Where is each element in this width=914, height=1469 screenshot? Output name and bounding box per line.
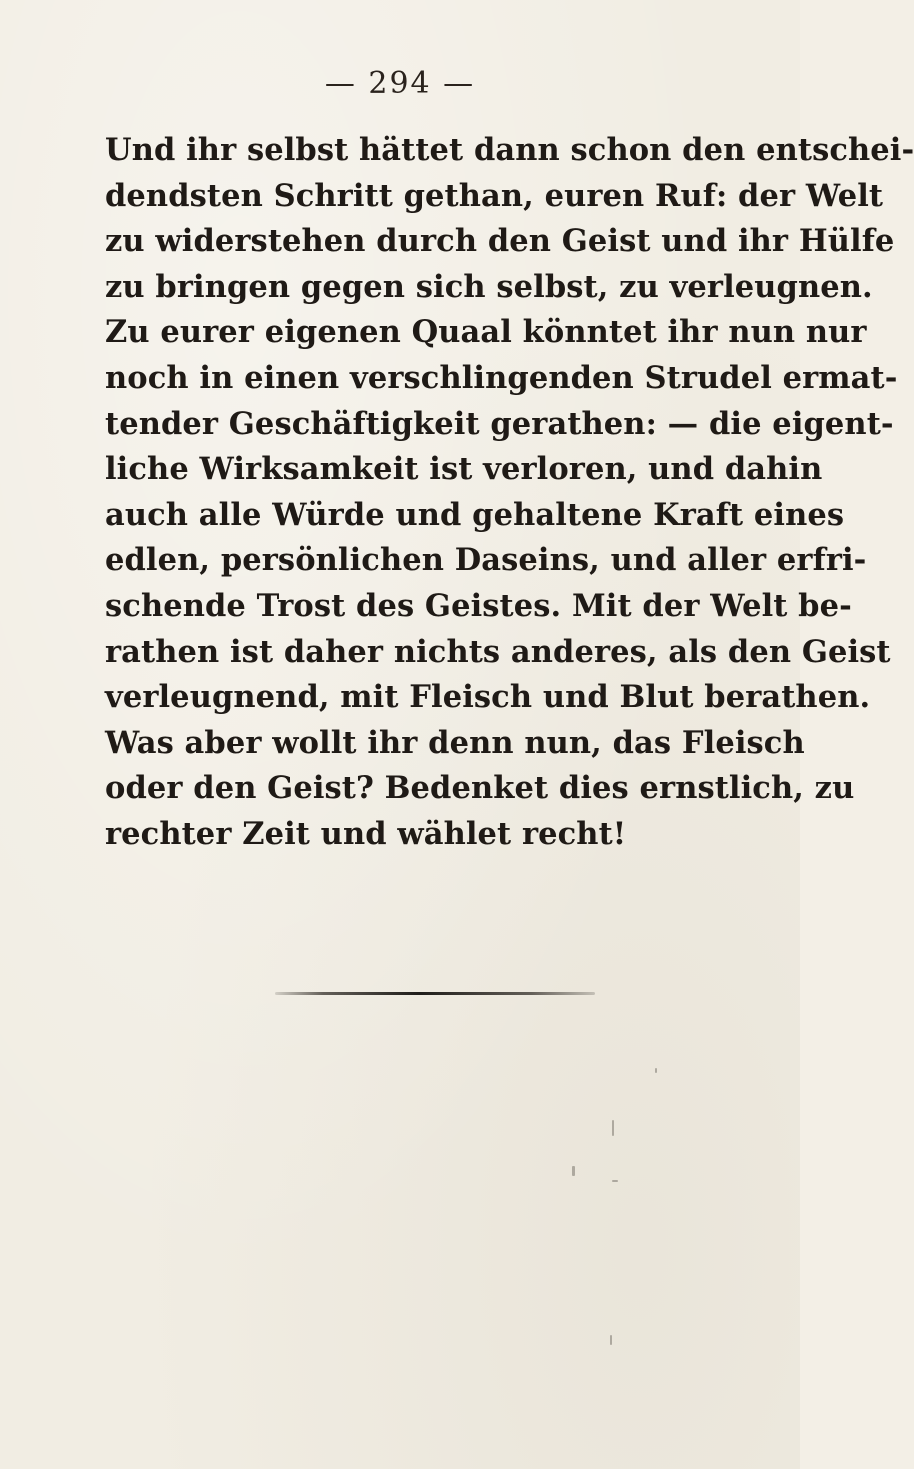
paper-speck: [612, 1120, 614, 1136]
text-line: Was aber wollt ihr denn nun, das Fleisch: [105, 724, 805, 761]
text-line: rathen ist daher nichts anderes, als den Geist: [105, 633, 891, 670]
section-divider: [275, 992, 595, 995]
text-line: tender Geschäftigkeit gerathen: — die eigent-: [105, 405, 894, 442]
paper-speck: [655, 1068, 657, 1073]
text-line: schende Trost des Geistes. Mit der Welt be-: [105, 587, 852, 624]
text-line: zu bringen gegen sich selbst, zu verleugnen.: [105, 268, 873, 305]
text-line: auch alle Würde und gehaltene Kraft eines: [105, 496, 845, 533]
text-line: noch in einen verschlingenden Strudel ermat-: [105, 359, 898, 396]
paper-speck: [572, 1166, 575, 1176]
text-line: dendsten Schritt gethan, euren Ruf: der Welt: [105, 177, 884, 214]
text-line: Und ihr selbst hättet dann schon den entschei-: [105, 132, 914, 168]
text-line-last: rechter Zeit und wählet recht!: [105, 815, 627, 852]
text-line: zu widerstehen durch den Geist und ihr Hülfe: [105, 223, 895, 260]
body-text: [105, 128, 914, 858]
text-line: oder den Geist? Bedenket dies ernstlich, zu: [105, 770, 855, 807]
page-number: — 294 —: [324, 66, 476, 101]
text-line: verleugnend, mit Fleisch und Blut berathen.: [105, 679, 871, 716]
text-line: edlen, persönlichen Daseins, und aller erfri-: [105, 542, 867, 579]
text-line: liche Wirksamkeit ist verloren, und dahin: [105, 451, 823, 488]
paper-speck: [610, 1335, 612, 1345]
paper-speck: [612, 1180, 618, 1182]
text-line: Zu eurer eigenen Quaal könntet ihr nun nur: [105, 314, 867, 351]
